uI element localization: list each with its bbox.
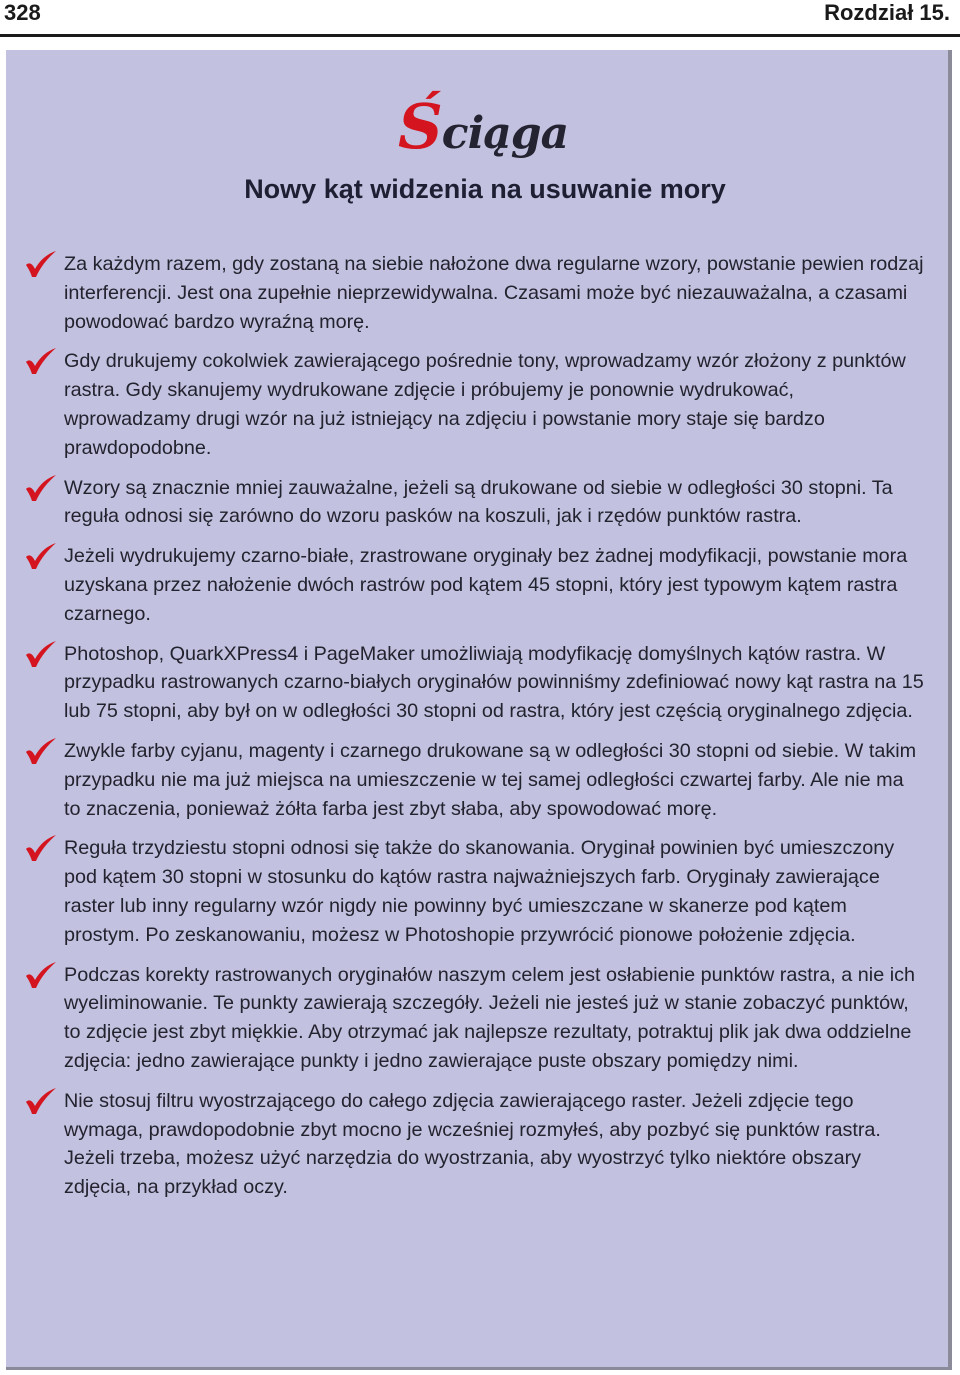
bullet-text: Nie stosuj filtru wyostrzającego do całego zdjęcia zawierającego raster. Jeżeli zdjęcie tego wymaga, prawdopodobnie zbyt mocno je wcześniej rozmyłeś, aby pozbyć się punktów rastra. Jeżeli trzeba, możesz użyć narzędzia do wyostrzania, aby wyostrzyć tylko niektóre obszary zdjęcia, na przykład oczy.	[64, 1089, 881, 1199]
check-mark-icon	[24, 834, 58, 862]
bullet-text: Za każdym razem, gdy zostaną na siebie nałożone dwa regularne wzory, powstanie pewien rodzaj interferencji. Jest ona zupełnie nieprzewidywalna. Czasami może być niezauważalna, a czasami powodować bardzo wyraźną morę.	[64, 253, 924, 333]
bullet-list	[24, 250, 924, 1213]
bullet-item	[24, 1087, 924, 1202]
bullet-item	[24, 834, 924, 949]
bullet-item	[24, 961, 924, 1076]
check-mark-icon	[24, 347, 58, 375]
check-mark-icon	[24, 961, 58, 989]
bullet-item	[24, 347, 924, 462]
bullet-text: Photoshop, QuarkXPress4 i PageMaker umożliwiają modyfikację domyślnych kątów rastra. W przypadku rastrowanych czarno-białych oryginałów powinniśmy zdefiniować nowy kąt rastra na 15 lub 75 stopni, aby był on w odległości 30 stopni od rastra, który jest częścią oryginalnego zdjęcia.	[64, 642, 924, 723]
header-rule	[0, 34, 960, 37]
check-mark-icon	[24, 1087, 58, 1115]
check-mark-icon	[24, 474, 58, 502]
bullet-item	[24, 640, 924, 726]
bullet-text: Gdy drukujemy cokolwiek zawierającego pośrednie tony, wprowadzamy wzór złożony z punktów rastra. Gdy skanujemy wydrukowane zdjęcie i próbujemy je ponownie wydrukować, wprowadzamy drugi wzór na już istniejący na zdjęciu i powstanie mory staje się bardzo prawdopodobne.	[64, 350, 906, 459]
check-mark-icon	[24, 737, 58, 765]
check-mark-icon	[24, 250, 58, 278]
chapter-title: Rozdział 15.	[824, 0, 950, 25]
bullet-text: Podczas korekty rastrowanych oryginałów naszym celem jest osłabienie punktów rastra, a nie ich wyeliminowanie. Te punkty zawierają szczegóły. Jeżeli nie jesteś już w stanie zobaczyć punktów, to zdjęcie jest zbyt miękkie. Aby otrzymać jak najlepsze rezultaty, potraktuj plik jak dwa oddzielne zdjęcia: jedno zawierające punkty i jedno zawierające puste obszary pomiędzy nimi.	[64, 963, 915, 1072]
bullet-text: Reguła trzydziestu stopni odnosi się także do skanowania. Oryginał powinien być umieszczony pod kątem 30 stopni w stosunku do kątów rastra najważniejszych farb. Oryginały zawierające raster lub inny regularny wzór nigdy nie powinny być umieszczane w skanerze pod kątem prostym. Po zeskanowaniu, możesz w Photoshopie przywrócić pionowe położenie zdjęcia.	[64, 837, 895, 946]
check-mark-icon	[24, 542, 58, 570]
bullet-item	[24, 250, 924, 336]
logo-rest: ciąga	[441, 108, 569, 159]
logo-text	[398, 90, 568, 163]
page-number: 328	[4, 0, 41, 25]
bullet-text: Jeżeli wydrukujemy czarno-białe, zrastrowane oryginały bez żadnej modyfikacji, powstanie mora uzyskana przez nałożenie dwóch rastrów pod kątem 45 stopni, który jest typowym kątem rastra czarnego.	[64, 545, 908, 625]
page-title: Nowy kąt widzenia na usuwanie mory	[244, 174, 726, 204]
page-header	[0, 0, 960, 36]
bullet-text: Wzory są znacznie mniej zauważalne, jeżeli są drukowane od siebie w odległości 30 stopni. Ta reguła odnosi się zarówno do wzoru pasków na koszuli, jak i rzędów punktów rastra.	[64, 476, 893, 528]
bullet-item	[24, 737, 924, 823]
check-mark-icon	[24, 640, 58, 668]
bullet-item	[24, 542, 924, 628]
logo-first-letter: Ś	[398, 90, 442, 163]
bullet-text: Zwykle farby cyjanu, magenty i czarnego drukowane są w odległości 30 stopni od siebie. W takim przypadku nie ma już miejsca na umieszczenie w tej samej odległości czwartej farby. Ale nie ma to znaczenia, ponieważ żółta farba jest zbyt słaba, aby spowodować morę.	[64, 739, 917, 820]
bullet-item	[24, 474, 924, 532]
